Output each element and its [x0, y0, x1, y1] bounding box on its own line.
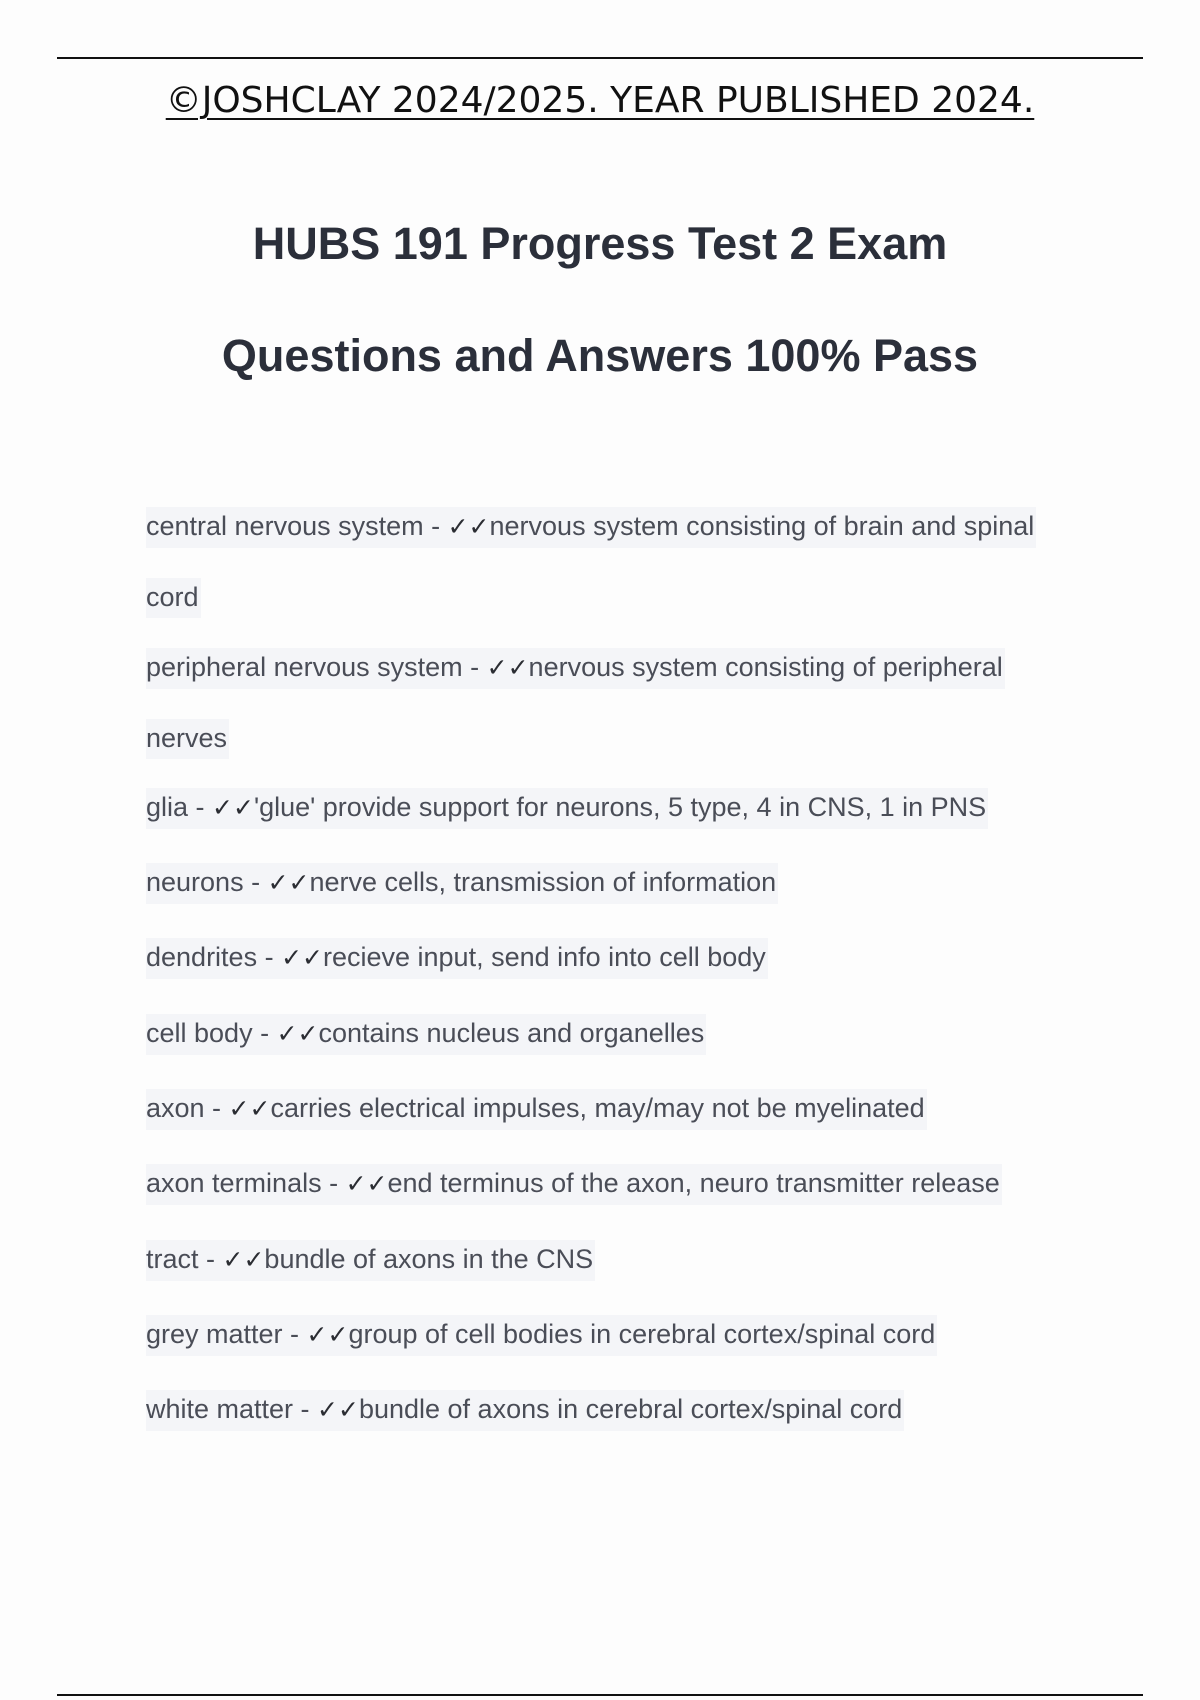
check-mark-icon: ✓✓ — [212, 793, 254, 822]
definition: nerve cells, transmission of information — [309, 867, 777, 897]
list-item-axon-terminals — [146, 1164, 1002, 1205]
check-mark-icon: ✓✓ — [447, 512, 490, 541]
check-mark-icon: ✓✓ — [267, 868, 310, 897]
definition-continuation: cord — [146, 582, 199, 612]
definition: group of cell bodies in cerebral cortex/spinal cord — [348, 1319, 936, 1349]
definition: bundle of axons in the CNS — [264, 1244, 594, 1274]
check-mark-icon: ✓✓ — [276, 1019, 319, 1048]
check-mark-icon: ✓✓ — [281, 943, 323, 972]
list-item-continuation — [146, 578, 201, 618]
definition: carries electrical impulses, may/may not be myelinated — [270, 1093, 925, 1123]
term: central nervous system - — [146, 511, 448, 541]
list-item-cell-body — [146, 1014, 706, 1055]
check-mark-icon: ✓✓ — [222, 1245, 265, 1274]
term: dendrites - — [146, 942, 282, 972]
definition: contains nucleus and organelles — [318, 1018, 705, 1048]
definition: 'glue' provide support for neurons, 5 type, 4 in CNS, 1 in PNS — [253, 792, 987, 822]
term: axon terminals - — [146, 1168, 346, 1198]
bottom-rule — [57, 1694, 1143, 1696]
list-item-white-matter — [146, 1390, 904, 1431]
check-mark-icon: ✓✓ — [317, 1395, 359, 1424]
term: neurons - — [146, 867, 268, 897]
term: axon - — [146, 1093, 229, 1123]
list-item-dendrites — [146, 938, 768, 979]
term: tract - — [146, 1244, 223, 1274]
check-mark-icon: ✓✓ — [306, 1320, 349, 1349]
definition: nervous system consisting of peripheral — [528, 652, 1003, 682]
check-mark-icon: ✓✓ — [486, 653, 529, 682]
top-rule — [57, 57, 1143, 59]
list-item-peripheral-nervous-system — [146, 648, 1005, 689]
definition: recieve input, send info into cell body — [322, 942, 766, 972]
definition: end terminus of the axon, neuro transmitter release — [387, 1168, 1000, 1198]
list-item-tract — [146, 1240, 595, 1281]
term: grey matter - — [146, 1319, 307, 1349]
list-item-axon — [146, 1089, 927, 1130]
list-item-neurons — [146, 863, 778, 904]
list-item-continuation — [146, 719, 229, 759]
copyright-text: ©JOSHCLAY 2024/2025. YEAR PUBLISHED 2024. — [165, 80, 1035, 121]
check-mark-icon: ✓✓ — [345, 1169, 388, 1198]
term: peripheral nervous system - — [146, 652, 487, 682]
definition-continuation: nerves — [146, 723, 228, 753]
definition: bundle of axons in cerebral cortex/spinal cord — [358, 1394, 903, 1424]
term: white matter - — [146, 1394, 318, 1424]
copyright-header — [0, 80, 1200, 121]
list-item-central-nervous-system — [146, 507, 1036, 548]
document-title-line-2: Questions and Answers 100% Pass — [221, 330, 979, 381]
list-item-grey-matter — [146, 1315, 937, 1356]
definition: nervous system consisting of brain and spinal — [489, 511, 1035, 541]
term: cell body - — [146, 1018, 277, 1048]
check-mark-icon: ✓✓ — [228, 1094, 271, 1123]
document-title-line-1: HUBS 191 Progress Test 2 Exam — [252, 218, 948, 269]
list-item-glia — [146, 788, 988, 829]
term: glia - — [146, 792, 213, 822]
